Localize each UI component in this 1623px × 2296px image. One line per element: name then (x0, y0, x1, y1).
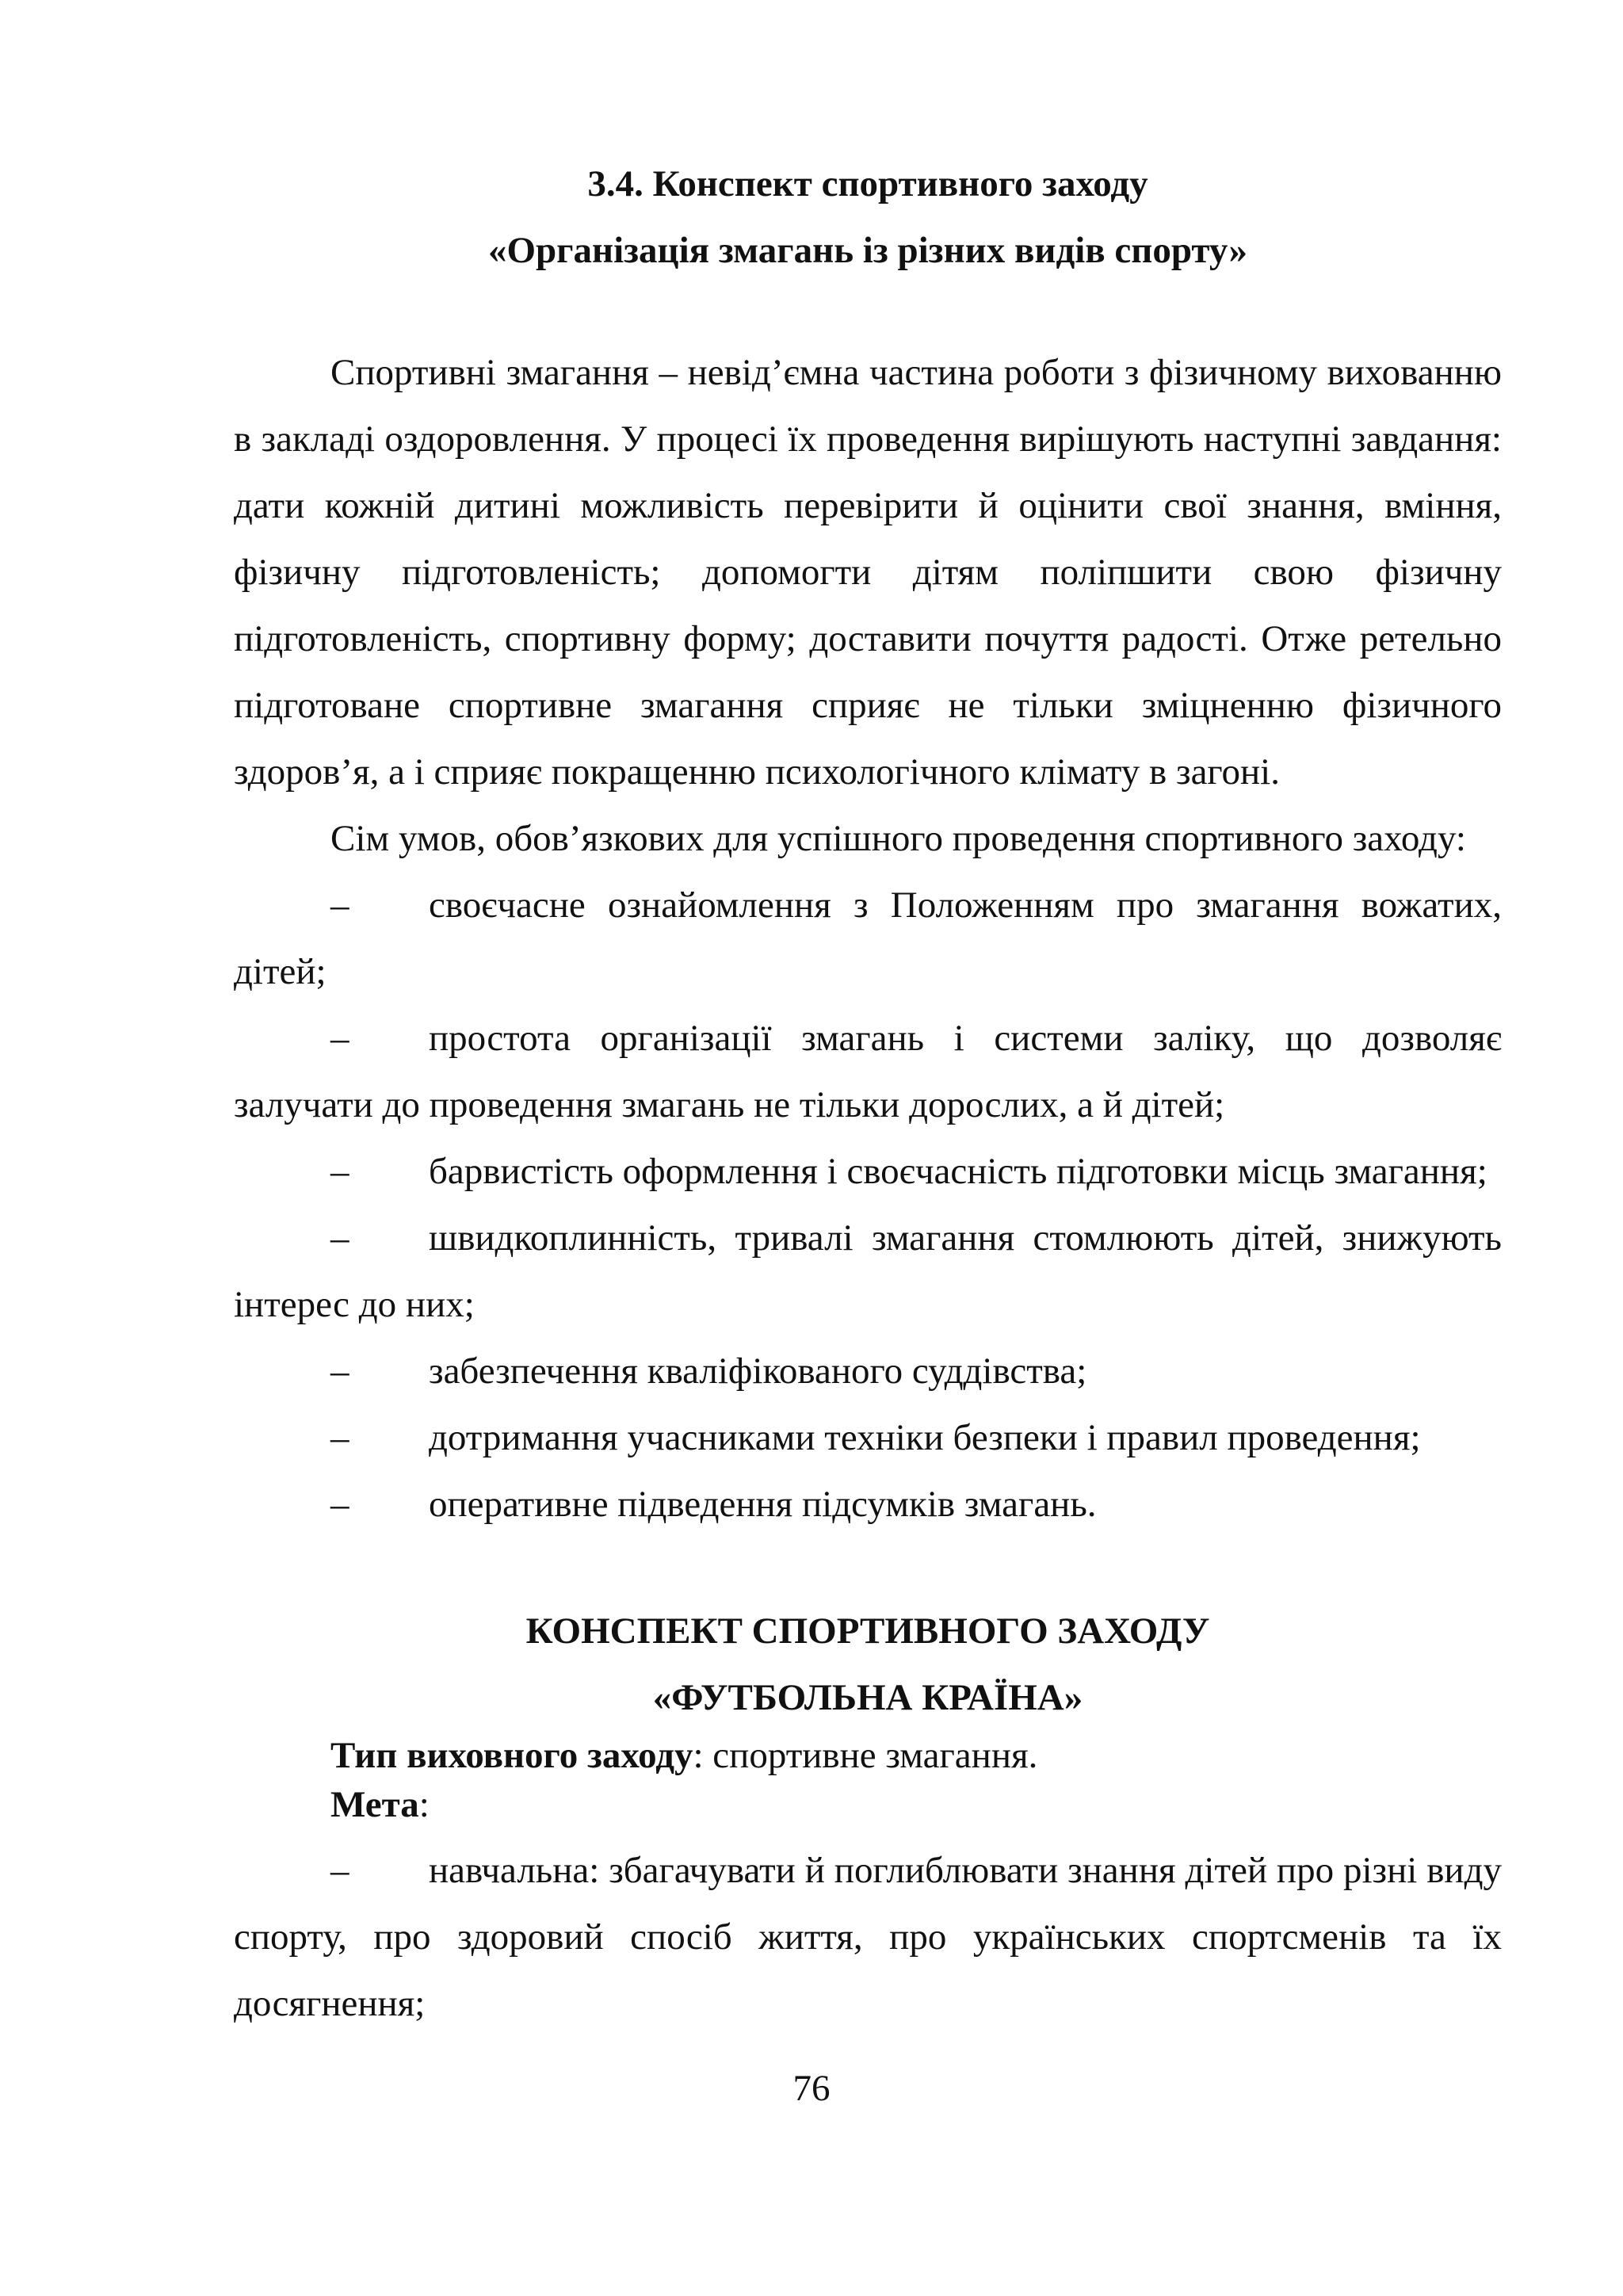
dash-marker: – (330, 1850, 349, 1891)
list-item-text: простота організації змагань і системи заліку, що дозволяє залучати до проведення змагань не тільки дорослих, а й дітей; (234, 1018, 1502, 1125)
list-item (234, 1005, 1502, 1138)
event-type-value: : спортивне змагання. (693, 1735, 1038, 1776)
conditions-list (234, 872, 1502, 1538)
event-title-line2: «ФУТБОЛЬНА КРАЇНА» (652, 1677, 1083, 1718)
dash-marker: – (330, 1151, 349, 1192)
list-item (234, 1471, 1502, 1538)
list-item-text: барвистість оформлення і своєчасність підготовки місць змагання; (429, 1151, 1487, 1192)
intro-paragraph-1: Спортивні змагання – невід’ємна частина роботи з фізичному вихованню в закладі оздоровлення. У процесі їх проведення вирішують наступні завдання: дати кожній дитині можливість перевірити й оцінити свої знання, вміння, фізичну підготовленість; допомогти дітям поліпшити свою фізичну підготовленість, спортивну форму; доставити почуття радості. Отже ретельно підготоване спортивне змагання сприяє не тільки зміцненню фізичного здоров’я, а і сприяє покращенню психологічного клімату в загоні. (234, 352, 1502, 793)
intro-paragraph-2: Сім умов, обов’язкових для успішного проведення спортивного заходу: (330, 818, 1466, 859)
list-item (234, 1338, 1502, 1404)
event-type (234, 1731, 1502, 1780)
event-goal-label: Мета (330, 1784, 419, 1825)
list-item-text: дотримання учасниками техніки безпеки і правил проведення; (429, 1417, 1421, 1458)
dash-marker: – (330, 884, 349, 926)
list-item (234, 1837, 1502, 2037)
dash-marker: – (330, 1417, 349, 1458)
section-title-line1: 3.4. Конспект спортивного заходу (587, 163, 1148, 204)
list-item-text: забезпечення кваліфікованого суддівства; (429, 1350, 1087, 1392)
list-item (234, 1404, 1502, 1471)
list-item-text: швидкоплинність, тривалі змагання стомлюють дітей, знижують інтерес до них; (234, 1217, 1502, 1325)
dash-marker: – (330, 1484, 349, 1525)
list-item (234, 872, 1502, 1005)
list-item-text: своєчасне ознайомлення з Положенням про змагання вожатих, дітей; (234, 884, 1502, 992)
list-item (234, 1205, 1502, 1338)
document-page (234, 151, 1502, 2037)
event-goal (234, 1780, 1502, 1829)
list-item-text: навчальна: збагачувати й поглиблювати знання дітей про різні виду спорту, про здоровий спосіб життя, про українських спортсменів та їх досягнення; (234, 1850, 1502, 2024)
event-type-label: Тип виховного заходу (330, 1735, 693, 1776)
dash-marker: – (330, 1217, 349, 1259)
list-item-text: оперативне підведення підсумків змагань. (429, 1484, 1097, 1525)
page-number: 76 (792, 2068, 831, 2109)
list-item (234, 1138, 1502, 1205)
event-goal-colon: : (418, 1784, 430, 1825)
dash-marker: – (330, 1018, 349, 1059)
section-title-line2: «Організація змагань із різних видів спорту» (487, 230, 1248, 271)
event-title-line1: КОНСПЕКТ СПОРТИВНОГО ЗАХОДУ (525, 1610, 1210, 1652)
dash-marker: – (330, 1350, 349, 1392)
